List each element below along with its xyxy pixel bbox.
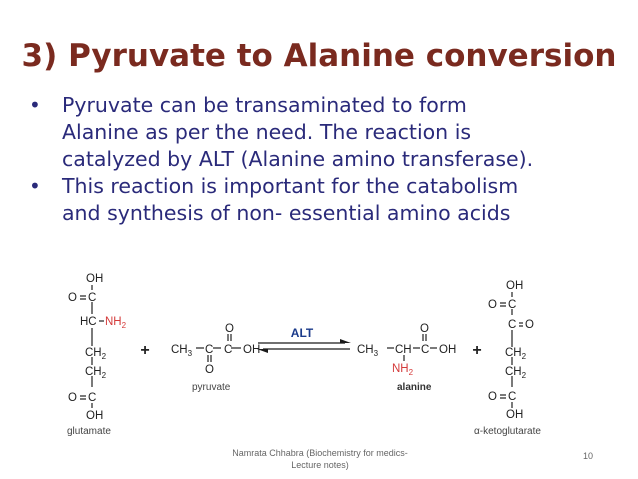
bullet-dot-icon: • [29, 174, 41, 198]
compound-label: alanine [397, 382, 432, 393]
pyruvate-molecule [171, 323, 260, 393]
alanine-molecule [357, 323, 456, 393]
bullet-line: Alanine as per the need. The reaction is [62, 120, 472, 144]
page-number: 10 [583, 451, 594, 461]
atom-label: C [224, 344, 233, 356]
atom-label: $CH_3$ [357, 344, 379, 358]
slide-title: 3) Pyruvate to Alanine conversion [21, 38, 617, 74]
plus-sign: + [140, 342, 150, 359]
compound-label: glutamate [67, 426, 111, 437]
reaction-diagram [0, 262, 638, 442]
atom-label: $CH_2$ [505, 347, 527, 361]
atom-label: $CH_2$ [85, 347, 107, 361]
bullet-dot-icon: • [29, 93, 41, 117]
bullet-item [26, 173, 616, 227]
atom-label: C [421, 344, 430, 356]
bullet-line: This reaction is important for the catabolism [62, 174, 519, 198]
atom-label: C [205, 344, 214, 356]
footer-line: Namrata Chhabra (Biochemistry for medics- [232, 448, 408, 458]
atom-label: $CH_3$ [171, 344, 193, 358]
atom-label: C [508, 391, 517, 403]
atom-label: OH [506, 409, 524, 421]
atom-label: O [525, 319, 534, 331]
atom-label: OH [439, 344, 457, 356]
atom-label: O [420, 323, 429, 335]
compound-label: pyruvate [192, 382, 231, 393]
atom-label: OH [86, 410, 104, 422]
bullet-item [26, 92, 616, 173]
atom-label: C [508, 299, 517, 311]
bullet-list [26, 92, 616, 227]
amino-group-label: $NH_2$ [392, 363, 414, 377]
atom-label: C [88, 392, 97, 404]
atom-label: CH [395, 344, 412, 356]
enzyme-label: ALT [290, 326, 314, 340]
footer-line: Lecture notes) [291, 460, 349, 470]
atom-label: $CH_2$ [85, 366, 107, 380]
plus-sign: + [472, 342, 482, 359]
equilibrium-arrows [257, 339, 351, 353]
compound-label: α-ketoglutarate [474, 426, 541, 437]
footer-credit [200, 447, 440, 471]
atom-label: O [68, 292, 77, 304]
atom-label: C [508, 319, 517, 331]
atom-label: C [88, 292, 97, 304]
atom-label: O [225, 323, 234, 335]
atom-label: $CH_2$ [505, 366, 527, 380]
bullet-line: Pyruvate can be transaminated to form [62, 93, 467, 117]
atom-label: OH [243, 344, 261, 356]
atom-label: HC [80, 316, 97, 328]
atom-label: O [205, 364, 214, 376]
ketoglutarate-molecule [474, 280, 541, 437]
atom-label: OH [506, 280, 524, 292]
glutamate-molecule [67, 273, 127, 437]
atom-label: O [488, 299, 497, 311]
bullet-line: and synthesis of non- essential amino acids [62, 201, 511, 225]
bullet-line: catalyzed by ALT (Alanine amino transferase). [62, 147, 534, 171]
amino-group-label: $NH_2$ [105, 316, 127, 330]
atom-label: OH [86, 273, 104, 285]
atom-label: O [68, 392, 77, 404]
atom-label: O [488, 391, 497, 403]
